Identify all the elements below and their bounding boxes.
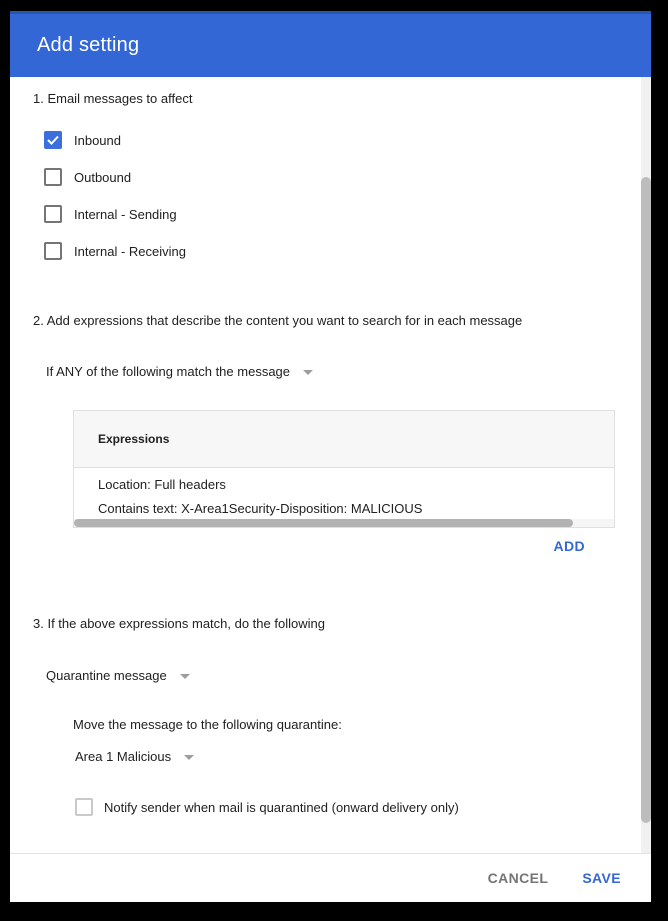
expression-row-contains-text: Contains text: X-Area1Security-Disposition: MALICIOUS <box>98 501 423 516</box>
chevron-down-icon <box>184 755 194 760</box>
dialog-title: Add setting <box>37 34 140 56</box>
checkbox-row-inbound[interactable] <box>44 128 121 152</box>
expression-row-location: Location: Full headers <box>98 477 226 492</box>
checkbox-row-notify-sender[interactable] <box>75 795 459 819</box>
outbound-checkbox[interactable] <box>44 168 62 186</box>
notify-sender-label: Notify sender when mail is quarantined (onward delivery only) <box>104 799 459 815</box>
chevron-down-icon <box>303 370 313 375</box>
checkbox-row-internal-receiving[interactable] <box>44 239 186 263</box>
match-type-dropdown-value: If ANY of the following match the message <box>46 364 291 379</box>
consequence-dropdown-value: Quarantine message <box>46 668 167 683</box>
quarantine-select-dropdown[interactable] <box>75 749 194 764</box>
dialog-footer <box>10 853 651 902</box>
expressions-table <box>73 410 615 528</box>
section-3-heading: 3. If the above expressions match, do the following <box>33 616 325 631</box>
internal-receiving-checkbox[interactable] <box>44 242 62 260</box>
checkbox-row-outbound[interactable] <box>44 165 131 189</box>
checkbox-row-internal-sending[interactable] <box>44 202 177 226</box>
vertical-scrollbar[interactable] <box>641 77 651 853</box>
checkmark-icon <box>47 135 59 145</box>
inbound-checkbox[interactable] <box>44 131 62 149</box>
save-button[interactable]: SAVE <box>582 870 621 886</box>
internal-sending-label: Internal - Sending <box>74 206 177 222</box>
horizontal-scrollbar-thumb[interactable] <box>74 519 573 527</box>
dialog-header <box>10 11 651 77</box>
vertical-scrollbar-thumb[interactable] <box>641 177 651 823</box>
chevron-down-icon <box>180 674 190 679</box>
add-expression-row <box>73 538 615 554</box>
section-2-heading: 2. Add expressions that describe the content you want to search for in each message <box>33 313 523 328</box>
internal-receiving-label: Internal - Receiving <box>74 243 186 259</box>
add-setting-dialog <box>10 11 651 902</box>
section-1-heading: 1. Email messages to affect <box>33 91 193 106</box>
add-expression-button[interactable]: ADD <box>553 538 585 554</box>
expressions-table-body <box>74 468 614 519</box>
expressions-table-header <box>74 411 614 468</box>
dialog-content <box>10 77 651 853</box>
cancel-button[interactable]: CANCEL <box>487 870 549 886</box>
consequence-dropdown[interactable] <box>46 668 190 683</box>
internal-sending-checkbox[interactable] <box>44 205 62 223</box>
quarantine-select-dropdown-value: Area 1 Malicious <box>75 749 172 764</box>
inbound-label: Inbound <box>74 132 121 148</box>
quarantine-move-label: Move the message to the following quarantine: <box>73 717 342 732</box>
match-type-dropdown[interactable] <box>46 364 313 379</box>
expressions-column-header: Expressions <box>98 432 170 446</box>
horizontal-scrollbar[interactable] <box>74 519 614 527</box>
notify-sender-checkbox[interactable] <box>75 798 93 816</box>
outbound-label: Outbound <box>74 169 132 185</box>
